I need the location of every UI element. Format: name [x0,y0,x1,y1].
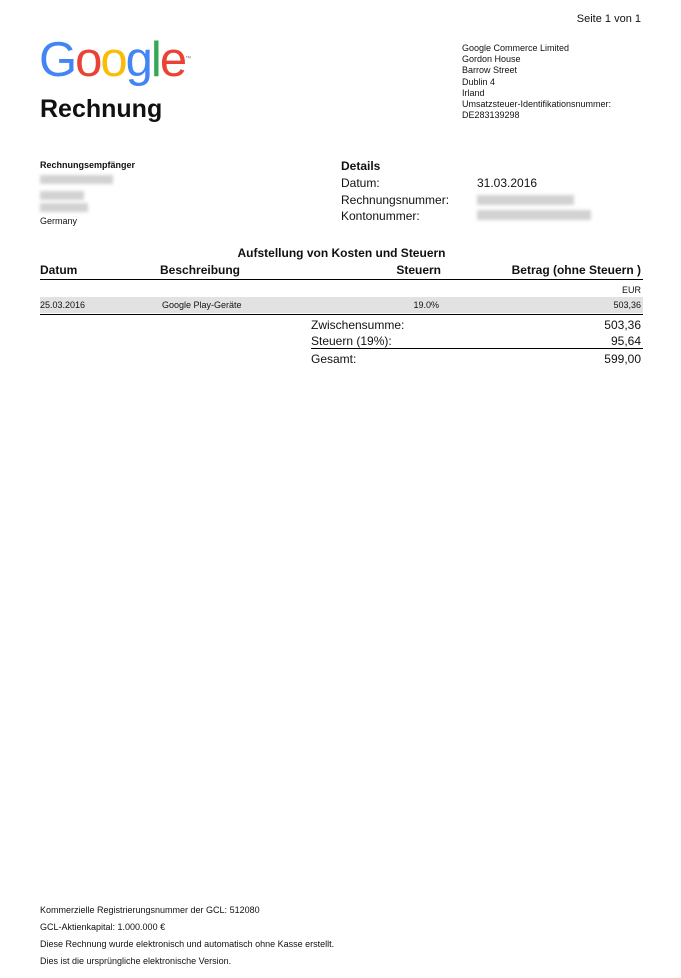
redacted-recipient-city [40,203,88,212]
recipient-label: Rechnungsempfänger [40,160,136,170]
column-header-amount: Betrag (ohne Steuern ) [511,263,641,277]
google-logo [39,33,192,87]
grand-total-label: Gesamt: [311,352,357,366]
table-row [40,297,643,313]
details-account-number-label: Kontonummer: [341,209,420,223]
logo-letter: e [159,33,186,87]
row-description: Google Play-Geräte [162,300,242,310]
redacted-recipient-street [40,191,84,200]
details-title: Details [341,159,381,173]
row-date: 25.03.2016 [40,300,86,310]
currency-label: EUR [621,285,641,295]
details-date-label: Datum: [341,176,380,190]
address-line: Gordon House [462,54,521,65]
footer-electronic-note: Diese Rechnung wurde elektronisch und automatisch ohne Kasse erstellt. [40,939,335,949]
footer-registration: Kommerzielle Registrierungsnummer der GCL: 512080 [40,905,260,915]
column-header-date: Datum [40,263,78,277]
logo-letter: g [125,33,151,87]
address-line: Google Commerce Limited [462,43,570,53]
details-date-value: 31.03.2016 [477,176,538,190]
subtotal-value: 503,36 [604,318,641,332]
vat-id: DE283139298 [462,110,520,121]
document-title: Rechnung [40,95,163,123]
seller-address [462,43,611,121]
column-header-description: Beschreibung [160,263,241,277]
details-invoice-number-label: Rechnungsnummer: [341,193,450,207]
tax-total-value: 95,64 [610,334,641,348]
trademark-mark: ™ [185,56,192,62]
page-number: Seite 1 von 1 [576,13,641,25]
subtotal-label: Zwischensumme: [311,318,405,332]
address-line: Umsatzsteuer-Identifikationsnummer: [462,99,612,110]
grand-total-value: 599,00 [604,352,641,366]
redacted-recipient-name [40,175,113,184]
recipient-country: Germany [40,216,78,226]
table-bottom-rule [40,314,643,315]
header-rule [40,279,643,280]
logo-letter: o [100,33,126,87]
address-line: Irland [462,87,485,98]
address-line: Dublin 4 [462,76,496,87]
footer-share-capital: GCL-Aktienkapital: 1.000.000 € [40,922,166,932]
footer-original-note: Dies ist die ursprüngliche elektronische Version. [40,956,232,966]
logo-letter: G [39,33,76,87]
column-header-tax: Steuern [396,263,441,277]
address-line: Barrow Street [462,65,518,76]
redacted-invoice-number [477,195,574,205]
redacted-account-number [477,210,591,220]
row-tax: 19.0% [413,300,439,310]
costs-section-title: Aufstellung von Kosten und Steuern [237,246,446,260]
tax-total-label: Steuern (19%): [311,334,392,348]
logo-letter: l [150,33,160,87]
row-amount: 503,36 [613,300,641,310]
logo-letter: o [75,33,101,87]
totals-rule [311,348,643,349]
